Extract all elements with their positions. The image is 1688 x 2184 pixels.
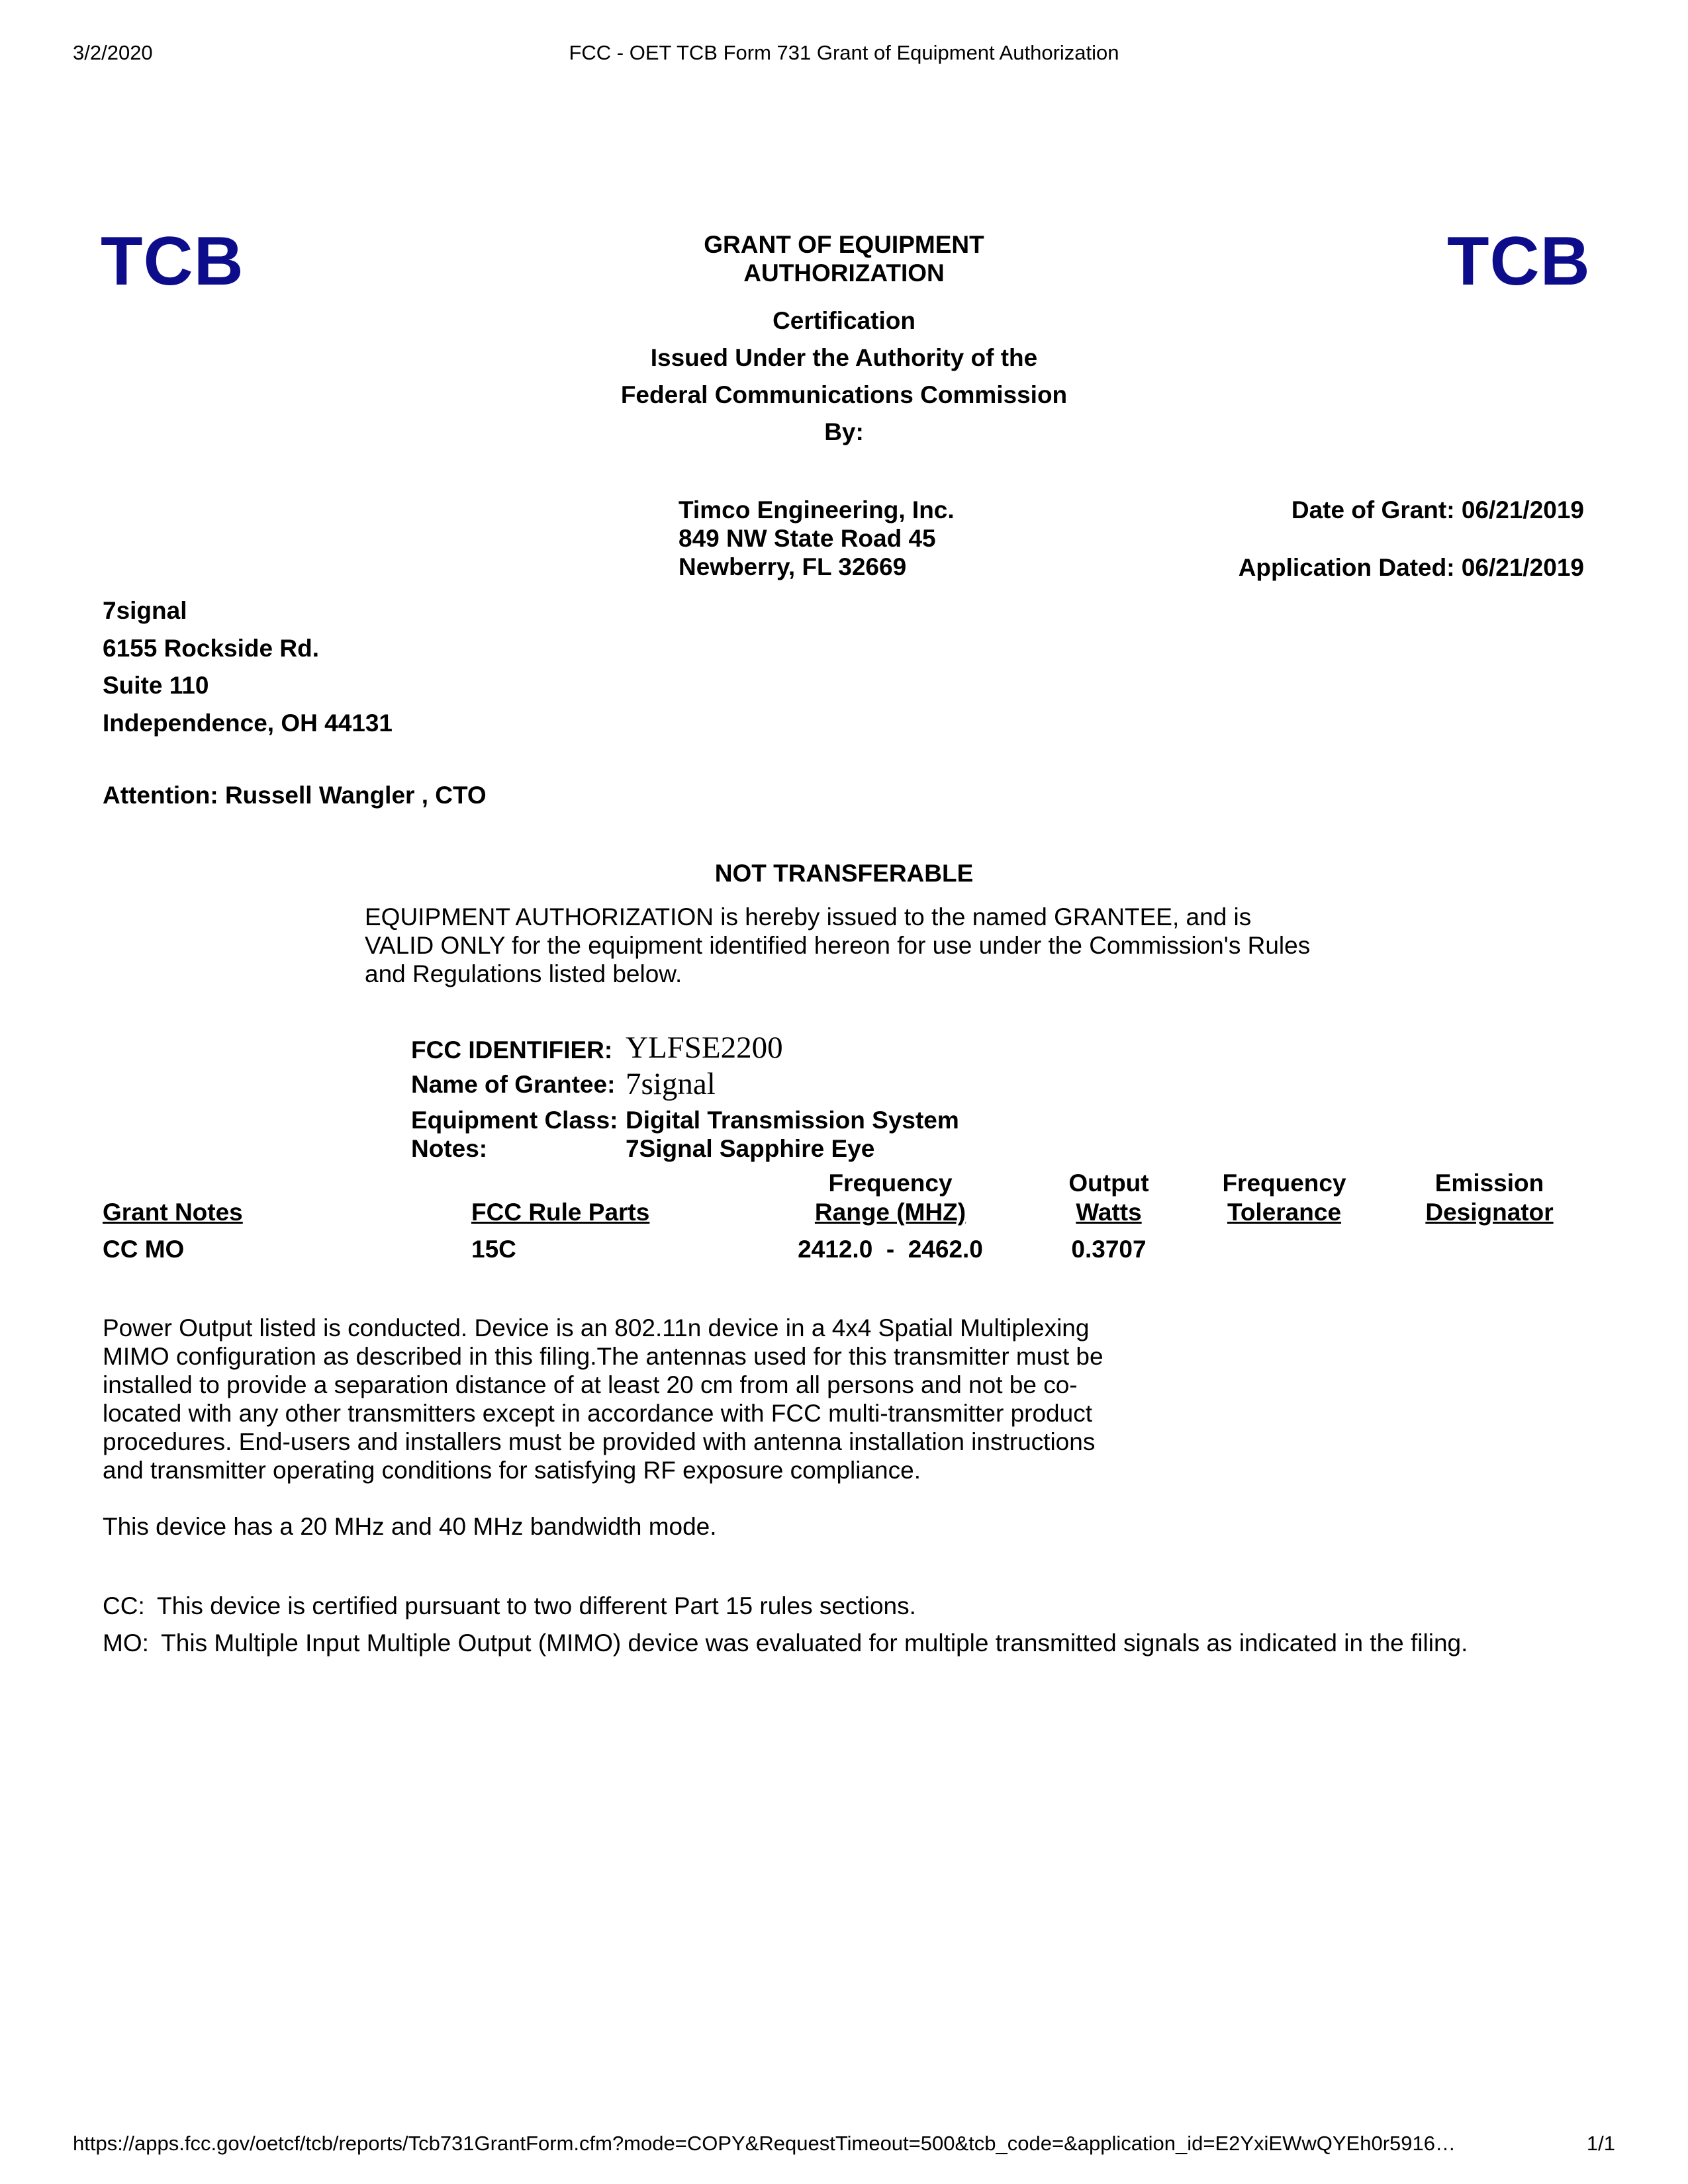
power-note-line-3: installed to provide a separation distance of at least 20 cm from all persons and not be co- — [103, 1371, 1078, 1398]
power-note-line-4: located with any other transmitters except in accordance with FCC multi-transmitter product — [103, 1400, 1092, 1427]
tcb-name: Timco Engineering, Inc. — [679, 496, 955, 523]
authority-line-3: Federal Communications Commission — [620, 381, 1068, 408]
tcb-address — [679, 496, 955, 581]
tcb-logo-left: TCB — [101, 223, 244, 300]
authorization-line-1: EQUIPMENT AUTHORIZATION is hereby issued to the named GRANTEE, and is — [365, 903, 1252, 931]
equipment-class-value: Digital Transmission System — [626, 1107, 959, 1134]
grantee-value: 7signal — [626, 1067, 716, 1101]
cell-output-watts: 0.3707 — [1071, 1236, 1147, 1263]
authorization-line-3: and Regulations listed below. — [365, 960, 682, 987]
grantee-name: 7signal — [103, 597, 187, 624]
header-frequency-range-bottom: Range (MHZ) — [814, 1199, 966, 1226]
not-transferable: NOT TRANSFERABLE — [714, 860, 974, 887]
authority-line-4: By: — [824, 418, 864, 445]
power-note-line-2: MIMO configuration as described in this filing.The antennas used for this transmitter must be — [103, 1343, 1103, 1370]
title-line-2: AUTHORIZATION — [743, 259, 945, 287]
document-title — [0, 230, 1688, 287]
notes-value: 7Signal Sapphire Eye — [626, 1135, 875, 1162]
code-note-cc — [103, 1592, 916, 1620]
tcb-city: Newberry, FL 32669 — [679, 553, 907, 580]
power-note-line-1: Power Output listed is conducted. Device is an 802.11n device in a 4x4 Spatial Multiplexing — [103, 1314, 1090, 1342]
notes-label: Notes: — [411, 1135, 488, 1162]
cell-grant-notes: CC MO — [103, 1236, 185, 1263]
grantee-street: 6155 Rockside Rd. — [103, 634, 319, 662]
header-output-top: Output — [1068, 1169, 1149, 1197]
header-output-watts — [1033, 1169, 1185, 1227]
cell-frequency-range: 2412.0 - 2462.0 — [798, 1236, 983, 1263]
authority-line-1: Certification — [773, 307, 915, 334]
header-tolerance-bottom: Tolerance — [1227, 1199, 1342, 1226]
code-note-cc-code: CC: — [103, 1592, 145, 1619]
header-tolerance-top: Frequency — [1222, 1169, 1346, 1197]
header-emission-top: Emission — [1434, 1169, 1544, 1197]
print-footer-page: 1/1 — [1586, 2132, 1615, 2155]
header-rule-parts: FCC Rule Parts — [471, 1199, 650, 1226]
bandwidth-note: This device has a 20 MHz and 40 MHz bandwidth mode. — [103, 1513, 717, 1540]
title-line-1: GRANT OF EQUIPMENT — [704, 231, 984, 258]
print-title: FCC - OET TCB Form 731 Grant of Equipment Authorization — [569, 41, 1119, 64]
power-note-line-6: and transmitter operating conditions for satisfying RF exposure compliance. — [103, 1457, 921, 1484]
authority-block — [0, 302, 1688, 451]
print-footer-url: https://apps.fcc.gov/oetcf/tcb/reports/Tcb731GrantForm.cfm?mode=COPY&RequestTimeout=500&tcb_code=&application_id=E2YxiEWwQYEh0r5916… — [73, 2132, 1456, 2155]
fcc-identifier-label: FCC IDENTIFIER: — [411, 1036, 613, 1064]
code-note-mo — [103, 1629, 1468, 1657]
tcb-logo-right: TCB — [1447, 223, 1591, 300]
header-frequency-tolerance — [1192, 1169, 1377, 1227]
header-frequency-range-top: Frequency — [828, 1169, 953, 1197]
header-frequency-range — [761, 1169, 1019, 1227]
cell-rule-parts: 15C — [471, 1236, 516, 1263]
power-note-line-5: procedures. End-users and installers must be provided with antenna installation instructions — [103, 1428, 1096, 1455]
authority-line-2: Issued Under the Authority of the — [650, 344, 1038, 371]
print-date: 3/2/2020 — [73, 41, 153, 64]
code-note-mo-text: This Multiple Input Multiple Output (MIMO) device was evaluated for multiple transmitted signals as indicated in the filing. — [161, 1629, 1468, 1657]
tcb-street: 849 NW State Road 45 — [679, 525, 936, 552]
grantee-label: Name of Grantee: — [411, 1071, 616, 1098]
code-note-cc-text: This device is certified pursuant to two different Part 15 rules sections. — [157, 1592, 916, 1619]
grantee-city: Independence, OH 44131 — [103, 709, 393, 737]
application-dated: Application Dated: 06/21/2019 — [1238, 554, 1584, 581]
grantee-address — [103, 592, 393, 742]
header-output-bottom: Watts — [1076, 1199, 1142, 1226]
power-output-note — [103, 1314, 1103, 1484]
header-emission-designator — [1390, 1169, 1589, 1227]
code-note-mo-code: MO: — [103, 1629, 149, 1657]
authorization-text — [365, 903, 1310, 988]
header-grant-notes: Grant Notes — [103, 1199, 243, 1226]
grantee-suite: Suite 110 — [103, 672, 209, 699]
authorization-line-2: VALID ONLY for the equipment identified hereon for use under the Commission's Rules — [365, 932, 1311, 959]
date-of-grant: Date of Grant: 06/21/2019 — [1291, 496, 1584, 523]
attention-line: Attention: Russell Wangler , CTO — [103, 782, 487, 809]
fcc-identifier-value: YLFSE2200 — [626, 1030, 783, 1065]
equipment-class-label: Equipment Class: — [411, 1107, 618, 1134]
header-emission-bottom: Designator — [1425, 1199, 1554, 1226]
